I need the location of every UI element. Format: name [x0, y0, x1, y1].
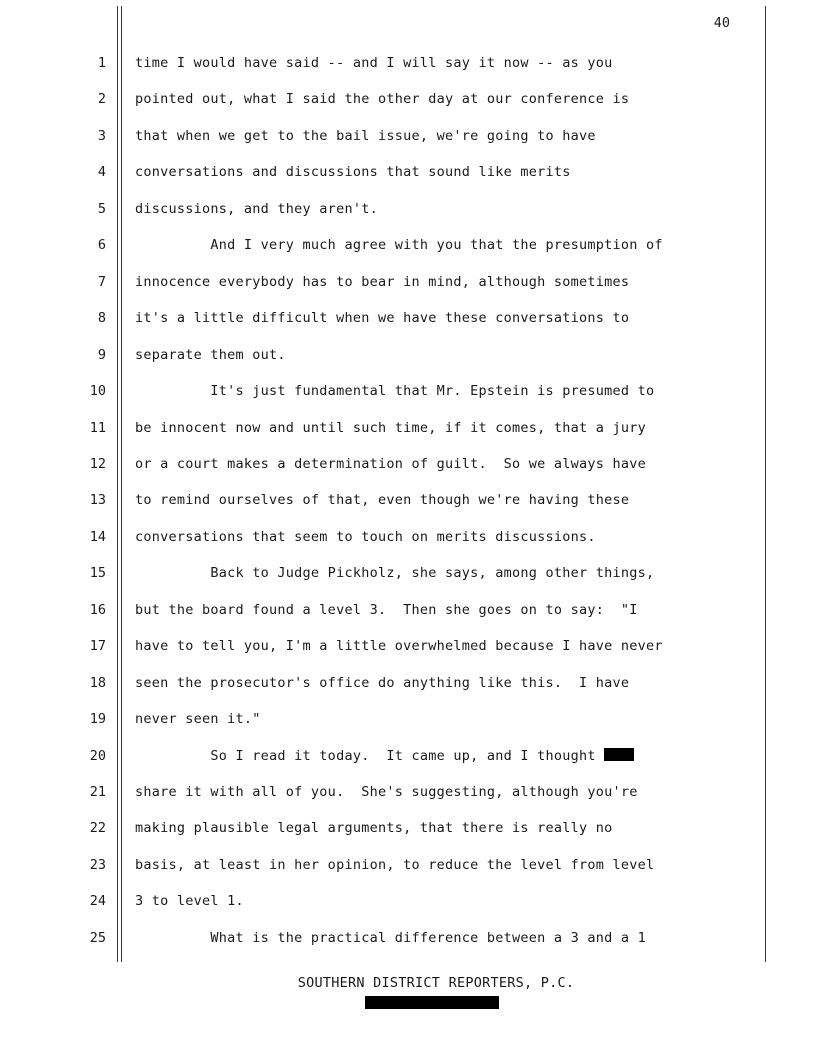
- line-number: 24: [89, 893, 106, 909]
- transcript-line-text: be innocent now and until such time, if it comes, that a jury: [135, 420, 647, 436]
- transcript-line: [135, 491, 629, 509]
- line-number: 7: [97, 274, 106, 290]
- line-number: 10: [89, 383, 106, 399]
- page-number: 40: [713, 15, 730, 31]
- transcript-line-text: making plausible legal arguments, that there is really no: [135, 820, 613, 836]
- transcript-line-text: 3 to level 1.: [135, 893, 244, 909]
- transcript-line: [135, 273, 629, 291]
- transcript-line-text: have to tell you, I'm a little overwhelmed because I have never: [135, 638, 663, 654]
- line-number: 1: [97, 55, 106, 71]
- transcript-line: [135, 929, 646, 947]
- line-number: 6: [97, 237, 106, 253]
- line-number: 12: [89, 456, 106, 472]
- transcript-line: [135, 637, 663, 655]
- line-number: 9: [97, 347, 106, 363]
- transcript-line: [135, 90, 629, 108]
- line-number: 17: [89, 638, 106, 654]
- transcript-line: [135, 309, 629, 327]
- transcript-line-text: time I would have said -- and I will say it now -- as you: [135, 55, 613, 71]
- transcript-line-text: So I read it today. It came up, and I thought: [135, 748, 605, 764]
- transcript-line-text: discussions, and they aren't.: [135, 201, 378, 217]
- transcript-line-text: that when we get to the bail issue, we're going to have: [135, 128, 596, 144]
- transcript-line: [135, 710, 261, 728]
- transcript-line-text: And I very much agree with you that the presumption of: [135, 237, 663, 253]
- transcript-line-text: conversations and discussions that sound like merits: [135, 164, 571, 180]
- line-number: 20: [89, 748, 106, 764]
- transcript-line-text: but the board found a level 3. Then she goes on to say: "I: [135, 602, 638, 618]
- transcript-line-text: Back to Judge Pickholz, she says, among other things,: [135, 565, 655, 581]
- line-number: 25: [89, 930, 106, 946]
- transcript-line: [135, 819, 613, 837]
- transcript-line: [135, 783, 638, 801]
- transcript-line: [135, 200, 378, 218]
- transcript-line: [135, 747, 634, 765]
- line-number: 5: [97, 201, 106, 217]
- line-number: 15: [89, 565, 106, 581]
- line-number: 13: [89, 492, 106, 508]
- transcript-line: [135, 236, 663, 254]
- transcript-line-text: It's just fundamental that Mr. Epstein is presumed to: [135, 383, 655, 399]
- transcript-line: [135, 601, 638, 619]
- transcript-line: [135, 892, 244, 910]
- transcript-line-text: to remind ourselves of that, even though we're having these: [135, 492, 630, 508]
- transcript-line: [135, 382, 654, 400]
- line-number: 19: [89, 711, 106, 727]
- transcript-line: [135, 163, 571, 181]
- transcript-line-text: it's a little difficult when we have these conversations to: [135, 310, 630, 326]
- line-number: 4: [97, 164, 106, 180]
- transcript-line: [135, 674, 629, 692]
- left-margin-rule-outer: [117, 6, 118, 962]
- transcript-line-text: pointed out, what I said the other day at our conference is: [135, 91, 630, 107]
- line-number: 23: [89, 857, 106, 873]
- line-number: 14: [89, 529, 106, 545]
- transcript-line-text: basis, at least in her opinion, to reduce the level from level: [135, 857, 655, 873]
- transcript-line-text: seen the prosecutor's office do anything like this. I have: [135, 675, 630, 691]
- line-number: 22: [89, 820, 106, 836]
- transcript-line-text: never seen it.": [135, 711, 261, 727]
- inline-redaction-box: [604, 748, 634, 761]
- transcript-line: [135, 564, 654, 582]
- line-number: 16: [89, 602, 106, 618]
- transcript-line-text: What is the practical difference between a 3 and a 1: [135, 930, 647, 946]
- left-margin-rule-inner: [121, 6, 122, 962]
- transcript-line: [135, 455, 646, 473]
- transcript-line: [135, 54, 613, 72]
- transcript-line-text: or a court makes a determination of guilt. So we always have: [135, 456, 647, 472]
- transcript-line-text: innocence everybody has to bear in mind, although sometimes: [135, 274, 630, 290]
- transcript-line: [135, 419, 646, 437]
- line-number: 11: [89, 420, 106, 436]
- footer-redaction-bar: [365, 996, 499, 1009]
- transcript-line-text: conversations that seem to touch on merits discussions.: [135, 529, 596, 545]
- transcript-line: [135, 528, 596, 546]
- line-number: 3: [97, 128, 106, 144]
- footer-reporter-name: SOUTHERN DISTRICT REPORTERS, P.C.: [297, 975, 575, 991]
- line-number: 21: [89, 784, 106, 800]
- transcript-line: [135, 346, 286, 364]
- transcript-line-text: share it with all of you. She's suggesting, although you're: [135, 784, 638, 800]
- right-margin-rule: [765, 6, 766, 962]
- transcript-line-text: separate them out.: [135, 347, 286, 363]
- line-number: 8: [97, 310, 106, 326]
- transcript-line: [135, 127, 596, 145]
- transcript-line: [135, 856, 654, 874]
- line-number: 18: [89, 675, 106, 691]
- line-number: 2: [97, 91, 106, 107]
